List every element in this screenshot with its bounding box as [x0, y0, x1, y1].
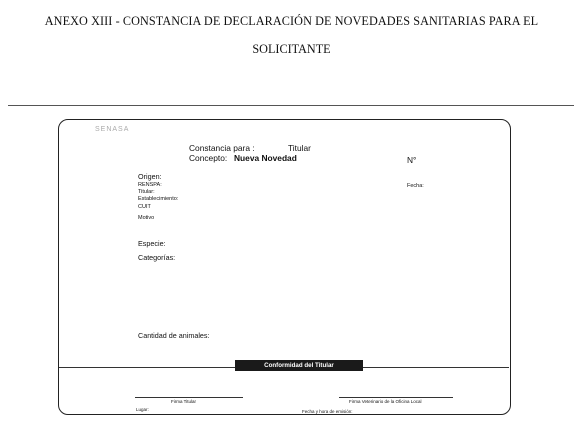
establecimiento-label: Establecimiento:	[138, 196, 179, 202]
header-mark: SENASA	[95, 126, 130, 133]
document-title-line1: ANEXO XIII - CONSTANCIA DE DECLARACIÓN DE NOVEDADES SANITARIAS PARA EL	[44, 14, 539, 28]
cuit-label: CUIT	[138, 204, 151, 210]
constancia-value: Titular	[288, 143, 311, 153]
motivo-label: Motivo	[138, 215, 155, 221]
firma-veterinario-label: Firma Veterinario de la Oficina Local	[349, 399, 422, 404]
titular-label: Titular:	[138, 189, 155, 195]
concepto-label: Concepto:	[189, 153, 228, 163]
section-divider	[8, 105, 574, 106]
origen-label: Origen:	[138, 172, 162, 181]
concepto-value: Nueva Novedad	[234, 153, 297, 163]
fecha-hora-emision-label: Fecha y hora de emisión:	[302, 409, 353, 414]
conformidad-banner: Conformidad del Titular	[235, 360, 363, 371]
constancia-label: Constancia para :	[189, 143, 255, 153]
numero-label: N°	[407, 155, 417, 165]
renspa-label: RENSPA:	[138, 182, 162, 188]
document-title-line2: SOLICITANTE	[252, 42, 331, 56]
cantidad-animales-label: Cantidad de animales:	[138, 331, 210, 340]
firma-titular-line	[135, 397, 243, 398]
especie-label: Especie:	[138, 239, 166, 248]
firma-titular-label: Firma Titular	[171, 399, 197, 404]
firma-veterinario-line	[339, 397, 453, 398]
categorias-label: Categorías:	[138, 253, 176, 262]
lugar-label: Lugar:	[136, 407, 149, 412]
constancia-form	[58, 119, 511, 415]
fecha-label: Fecha:	[407, 183, 424, 189]
